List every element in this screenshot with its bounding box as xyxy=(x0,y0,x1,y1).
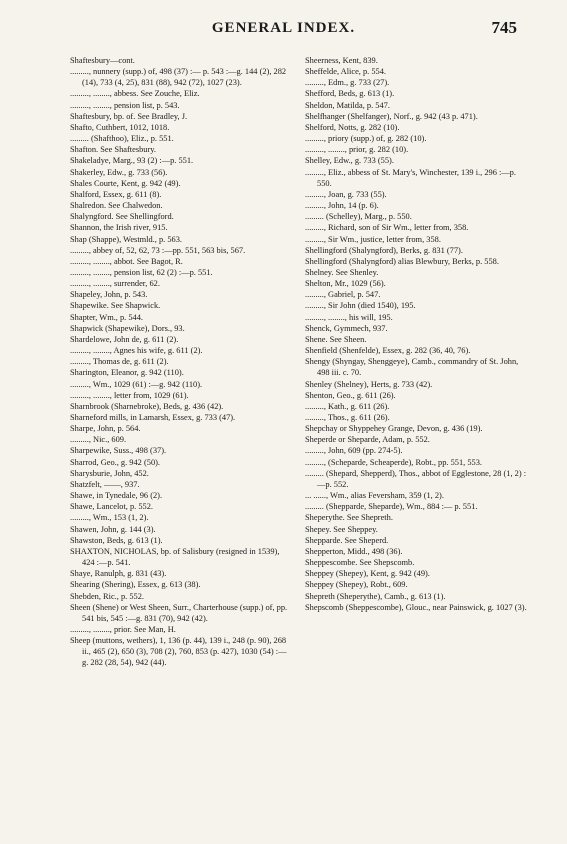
index-entry: ........., (Scheparde, Scheaperde), Robt., pp. 551, 553. xyxy=(305,457,482,467)
index-entry: Sheerness, Kent, 839. xyxy=(305,56,378,65)
index-entry: Shalford, Essex, g. 611 (8). xyxy=(70,189,162,199)
index-entry: Shengy (Shyngay, Shenggeye), Camb., commandry of St. John, 498 iii. c. 70. xyxy=(305,357,519,378)
index-entry: Shap (Shappe), Westmld., p. 563. xyxy=(70,234,182,244)
index-entry: ........., priory (supp.) of, g. 282 (10). xyxy=(305,134,427,144)
index-entry: Shene. See Sheen. xyxy=(305,334,367,344)
index-entry: Sheperythe. See Shepreth. xyxy=(305,513,393,523)
index-entry: Shalredon. See Chalwedon. xyxy=(70,201,163,211)
index-entry: ........., Sir Wm., justice, letter from, 358. xyxy=(305,234,441,244)
index-entry: Shaftesbury, bp. of. See Bradley, J. xyxy=(70,111,188,121)
index-entry: Sheen (Shene) or West Sheen, Surr., Charterhouse (supp.) of, pp. 541 bis, 545 :—g. 831 (70), 942 (42). xyxy=(70,602,288,623)
index-entry: Shatzfelt, ——, 937. xyxy=(70,479,140,489)
index-entry: ........., John, 609 (pp. 274-5). xyxy=(305,446,403,456)
index-entry: Sheppey (Shepey), Robt., 609. xyxy=(305,580,408,590)
index-entry: ... ......, Wm., alias Feversham, 359 (1, 2). xyxy=(305,491,444,501)
index-entry: ........., Nic., 609. xyxy=(70,435,127,445)
index-entry: Shannon, the Irish river, 915. xyxy=(70,223,168,233)
index-entry: ........., Gabriel, p. 547. xyxy=(305,290,381,300)
index-entry: ........., ........, letter from, 1029 (61). xyxy=(70,390,189,400)
right-index-column xyxy=(305,55,530,613)
index-entry: ........., Kath., g. 611 (26). xyxy=(305,401,390,411)
index-entry: ........., ........, Agnes his wife, g. 611 (2). xyxy=(70,346,203,356)
index-entry: Shenley (Shelney), Herts, g. 733 (42). xyxy=(305,379,433,389)
index-entry: ......... (Shepard, Shepperd), Thos., abbot of Egglestone, 28 (1, 2) :—p. 552. xyxy=(305,468,527,489)
index-entry: ........., Sir John (died 1540), 195. xyxy=(305,301,416,311)
index-entry: ........., Eliz., abbess of St. Mary's, Winchester, 139 i., 296 :—p. 550. xyxy=(305,167,516,188)
index-entry: ........., ........, abbess. See Zouche, Eliz. xyxy=(70,89,200,99)
index-entry: ........., ........, his will, 195. xyxy=(305,312,393,322)
index-entry: Shelton, Mr., 1029 (56). xyxy=(305,279,386,289)
index-entry: Shapwick (Shapewike), Dors., 93. xyxy=(70,323,185,333)
index-entry: ......... (Schelley), Marg., p. 550. xyxy=(305,212,412,222)
index-entry: Sharpe, John, p. 564. xyxy=(70,424,141,434)
index-entry: Shalyngford. See Shellingford. xyxy=(70,212,174,222)
index-entry: Sheep (muttons, wethers), 1, 136 (p. 44), 139 i., 248 (p. 90), 268 ii., 465 (2), 650 (3), 708 (2), 760, 853 (p. 427), 1030 (54) :—g. 282 (28, 54), 942 (44). xyxy=(70,636,287,668)
left-index-column xyxy=(70,55,292,669)
index-entry: Shepreth (Sheperythe), Camb., g. 613 (1). xyxy=(305,591,446,601)
index-entry: Shapewike. See Shapwick. xyxy=(70,301,161,311)
index-entry: Shawen, John, g. 144 (3). xyxy=(70,524,156,534)
index-entry: ........., ........, surrender, 62. xyxy=(70,279,160,289)
index-entry: Shakeladye, Marg., 93 (2) :—p. 551. xyxy=(70,156,194,166)
index-entry: ........., John, 14 (p. 6). xyxy=(305,201,379,211)
index-entry: Sheppey (Shepey), Kent, g. 942 (49). xyxy=(305,569,430,579)
index-entry: ........., ........, abbot. See Bagot, R. xyxy=(70,256,183,266)
index-entry: Shelfhanger (Shelfanger), Norf., g. 942 (43 p. 471). xyxy=(305,111,478,121)
index-entry: Shefford, Beds, g. 613 (1). xyxy=(305,89,395,99)
index-entry: Sharington, Eleanor, g. 942 (110). xyxy=(70,368,184,378)
index-entry: ........., Joan, g. 733 (55). xyxy=(305,189,387,199)
index-entry: Shenck, Gymmech, 937. xyxy=(305,323,388,333)
index-entry: Sharneford mills, in Lamarsh, Essex, g. 733 (47). xyxy=(70,413,236,422)
index-entry: ........., Wm., 153 (1, 2). xyxy=(70,513,149,523)
index-entry: Shakerley, Edw., g. 733 (56). xyxy=(70,167,168,177)
index-entry: ......... (Shepparde, Sheparde), Wm., 884 :— p. 551. xyxy=(305,502,478,512)
index-entry: Shepparde. See Sheperd. xyxy=(305,535,389,545)
index-entry: Sheperde or Sheparde, Adam, p. 552. xyxy=(305,435,430,445)
index-entry: Shearing (Shering), Essex, g. 613 (38). xyxy=(70,580,201,590)
index-entry: Shapeley, John, p. 543. xyxy=(70,290,148,300)
index-entry: Shebden, Ric., p. 552. xyxy=(70,591,144,601)
index-entry: Shepchay or Shyppehey Grange, Devon, g. 436 (19). xyxy=(305,424,483,434)
index-entry: ........., ........, prior. See Man, H. xyxy=(70,624,176,634)
index-entry: Shelney. See Shenley. xyxy=(305,267,379,277)
index-entry: ........., Thomas de, g. 611 (2). xyxy=(70,357,169,367)
index-entry: ......... (Shafthoo), Eliz., p. 551. xyxy=(70,134,174,144)
index-entry: Sheldon, Matilda, p. 547. xyxy=(305,100,390,110)
index-entry: Shawe, Lancelot, p. 552. xyxy=(70,502,154,512)
index-entry: ........., ........, pension list, p. 543. xyxy=(70,100,180,110)
index-entry: Sharrod, Geo., g. 942 (50). xyxy=(70,457,161,467)
index-entry: Shepey. See Sheppey. xyxy=(305,524,378,534)
index-entry: Shepperton, Midd., 498 (36). xyxy=(305,546,403,556)
index-entry: Sheffelde, Alice, p. 554. xyxy=(305,67,387,77)
index-entry: Shenton, Geo., g. 611 (26). xyxy=(305,390,396,400)
index-entry: Shawe, in Tynedale, 96 (2). xyxy=(70,491,163,501)
index-entry: ........., Wm., 1029 (61) :—g. 942 (110). xyxy=(70,379,203,389)
index-entry: Shardelowe, John de, g. 611 (2). xyxy=(70,334,179,344)
index-entry: ........., Richard, son of Sir Wm., letter from, 358. xyxy=(305,223,469,233)
index-entry: Shelley, Edw., g. 733 (55). xyxy=(305,156,394,166)
index-entry: ........., ........, pension list, 62 (2) :—p. 551. xyxy=(70,267,213,277)
index-entry: Shales Courte, Kent, g. 942 (49). xyxy=(70,178,181,188)
page-title: GENERAL INDEX. xyxy=(211,20,356,36)
index-entry: ........., ........, prior, g. 282 (10). xyxy=(305,145,409,155)
index-entry: Sharnbrook (Sharnebroke), Beds, g. 436 (42). xyxy=(70,401,224,411)
index-entry: ........., Edm., g. 733 (27). xyxy=(305,78,390,88)
index-entry: Shelford, Notts, g. 282 (10). xyxy=(305,122,400,132)
index-entry: ........., abbey of, 52, 62, 73 :—pp. 551, 563 bis, 567. xyxy=(70,245,246,255)
index-entry: Sheppescombe. See Shepscomb. xyxy=(305,558,415,568)
index-entry: Sharpewike, Suss., 498 (37). xyxy=(70,446,167,456)
page-number: 745 xyxy=(491,18,517,37)
index-entry: Shaye, Ranulph, g. 831 (43). xyxy=(70,569,167,579)
index-entry: Shepscomb (Sheppescombe), Glouc., near Painswick, g. 1027 (3). xyxy=(305,602,527,612)
index-entry: Shafton. See Shaftesbury. xyxy=(70,145,156,155)
index-entry: ........., Thos., g. 611 (26). xyxy=(305,413,390,422)
index-entry: Shellingford (Shalyngford) alias Blewbury, Berks, p. 558. xyxy=(305,256,499,266)
index-entry: Sharysburie, John, 452. xyxy=(70,468,149,478)
index-entry: Shapter, Wm., p. 544. xyxy=(70,312,144,322)
index-entry: Shellingford (Shalyngford), Berks, g. 831 (77). xyxy=(305,245,463,255)
index-entry: Shawston, Beds, g. 613 (1). xyxy=(70,535,163,545)
page-header xyxy=(0,20,567,42)
index-entry: Shafto, Cuthbert, 1012, 1018. xyxy=(70,122,170,132)
index-entry: Shaftesbury—cont. xyxy=(70,56,135,65)
index-entry: Shenfield (Shenfelde), Essex, g. 282 (36, 40, 76). xyxy=(305,346,471,356)
index-entry: ........., nunnery (supp.) of, 498 (37) :— p. 543 :—g. 144 (2), 282 (14), 733 (4, 25), 831 (88), 942 (72), 1027 (23). xyxy=(70,67,287,88)
index-entry: SHAXTON, NICHOLAS, bp. of Salisbury (resigned in 1539), 424 :—p. 541. xyxy=(70,546,280,568)
